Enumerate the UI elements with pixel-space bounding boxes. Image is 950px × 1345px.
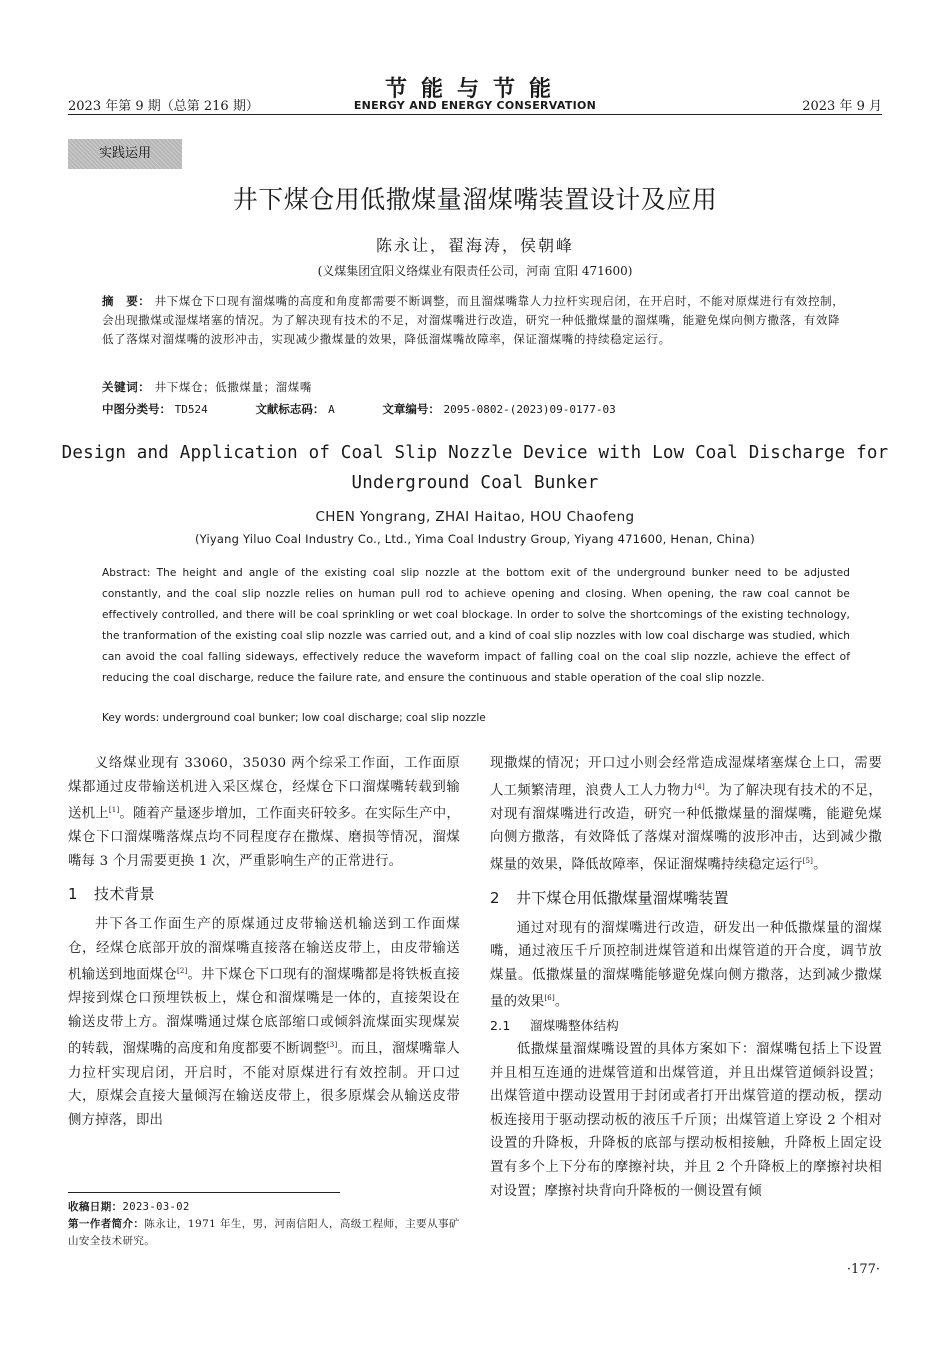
title-en-line-2: Underground Coal Bunker bbox=[351, 473, 599, 493]
article-no-value: 2095-0802-(2023)09-0177-03 bbox=[443, 403, 616, 416]
journal-title-cn: 节能与节能 bbox=[384, 76, 565, 102]
ref-6: [6] bbox=[544, 994, 555, 1003]
journal-title-en: ENERGY AND ENERGY CONSERVATION bbox=[353, 99, 597, 112]
section-2-heading: 2 井下煤仓用低撒煤量溜煤嘴装置 bbox=[490, 888, 729, 907]
doc-code-label: 文献标志码： bbox=[255, 402, 325, 416]
clc-value: TD524 bbox=[174, 403, 208, 416]
keywords-cn-label: 关键词： bbox=[102, 380, 151, 394]
ref-1: [1] bbox=[108, 806, 120, 815]
issue-info: 2023 年第 9 期（总第 216 期） bbox=[68, 99, 259, 114]
title-cn: 井下煤仓用低撒煤量溜煤嘴装置设计及应用 bbox=[232, 185, 718, 214]
keywords-cn-text: 井下煤仓；低撒煤量；溜煤嘴 bbox=[154, 380, 312, 394]
keywords-en bbox=[102, 712, 486, 724]
keywords-en-label: Key words: bbox=[102, 712, 160, 724]
ref-4: [4] bbox=[694, 782, 705, 791]
ref-3: [3] bbox=[326, 1041, 338, 1050]
footnote-author: 第一作者简介：陈永让，1971 年生，男，河南信阳人，高级工程师，主要从事矿山安全技术研究。 bbox=[68, 1218, 460, 1247]
page-number: ·177· bbox=[846, 1262, 880, 1277]
ref-5: [5] bbox=[802, 856, 814, 865]
ref-2: [2] bbox=[177, 967, 188, 976]
meta-line bbox=[102, 401, 862, 417]
issue-date: 2023 年 9 月 bbox=[802, 99, 882, 114]
section-2-paragraph: 通过对现有的溜煤嘴进行改造，研发出一种低撒煤量的溜煤嘴，通过液压千斤顶控制进煤管道和出煤管道的开合度，调节放煤量。低撒煤量的溜煤嘴能够避免煤向侧方撒落，达到减少撒煤量的效果[6]。 bbox=[490, 920, 882, 1010]
section-tag: 实践运用 bbox=[68, 139, 182, 169]
body-left-column bbox=[68, 752, 460, 1132]
affiliation-cn: (义煤集团宜阳义络煤业有限责任公司，河南 宜阳 471600) bbox=[317, 264, 633, 278]
keywords-cn bbox=[102, 378, 850, 397]
doc-code-value: A bbox=[328, 403, 335, 416]
title-en bbox=[60, 438, 890, 498]
section-2-1-heading: 2.1 溜煤嘴整体结构 bbox=[490, 1018, 619, 1034]
section-1-paragraph: 井下各工作面生产的原煤通过皮带输送机输送到工作面煤仓，经煤仓底部开放的溜煤嘴直接落在输送皮带上，由皮带输送机输送到地面煤仓[2]。井下煤仓下口现有的溜煤嘴都是将铁板直接焊接到煤仓口预埋铁板上，煤仓和溜煤嘴是一体的，直接架设在输送皮带上方。溜煤嘴通过煤仓底部缩口或倾斜流煤面实现煤炭的转载，溜煤嘴的高度和角度都要不断调整[3]。而且，溜煤嘴靠人力拉杆实现启闭，开启时，不能对原煤进行有效控制。开口过大，原煤会直接大量倾泻在输送皮带上，很多原煤会从输送皮带侧方掉落，即出 bbox=[68, 917, 460, 1128]
abstract-cn-label: 摘 要： bbox=[102, 294, 151, 308]
abstract-en bbox=[102, 563, 850, 689]
affiliation-en: (Yiyang Yiluo Coal Industry Co., Ltd., Yima Coal Industry Group, Yiyang 471600, Henan, China) bbox=[195, 532, 755, 546]
section-1-heading: 1 技术背景 bbox=[68, 885, 155, 904]
continued-paragraph: 现撒煤的情况；开口过小则会经常造成湿煤堵塞煤仓上口，需要人工频繁清理，浪费人工人力物力[4]。为了解决现有技术的不足，对现有溜煤嘴进行改造，研究一种低撒煤量的溜煤嘴，能避免煤向侧方撒落，有效降低了落煤对溜煤嘴的波形冲击，达到减少撒煤量的效果，降低故障率，保证溜煤嘴持续稳定运行[5]。 bbox=[490, 756, 883, 873]
article-no-label: 文章编号： bbox=[382, 402, 440, 416]
footnote-received: 收稿日期：2023-03-02 bbox=[68, 1201, 190, 1213]
authors-en: CHEN Yongrang, ZHAI Haitao, HOU Chaofeng bbox=[315, 509, 635, 525]
header-rule bbox=[68, 114, 882, 115]
keywords-en-text: underground coal bunker; low coal discharge; coal slip nozzle bbox=[162, 712, 486, 724]
intro-paragraph: 义络煤业现有 33060，35030 两个综采工作面，工作面原煤都通过皮带输送机进入采区煤仓，经煤仓下口溜煤嘴转载到输送机上[1]。随着产量逐步增加，工作面夹矸较多。在实际生产中，煤仓下口溜煤嘴落煤点均不同程度存在撒煤、磨损等情况，溜煤嘴每 3 个月需要更换 1 次，严重影响生产的正常进行。 bbox=[68, 756, 460, 869]
section-2-1-paragraph: 低撒煤量溜煤嘴设置的具体方案如下：溜煤嘴包括上下设置并且相互连通的进煤管道和出煤管道，并且出煤管道倾斜设置；出煤管道中摆动设置用于封闭或者打开出煤管道的摆动板，摆动板连接用于驱动摆动板的液压千斤顶；出煤管道上穿设 2 个相对设置的升降板，升降板的底部与摆动板相接触，升降板上固定设置有多个上下分布的摩擦衬块，并且 2 个升降板上的摩擦衬块相对设置；摩擦衬块背向升降板的一侧设置有倾 bbox=[490, 1041, 882, 1199]
body-right-column bbox=[490, 752, 882, 1203]
title-en-line-1: Design and Application of Coal Slip Nozzle Device with Low Coal Discharge for bbox=[61, 443, 889, 463]
authors-cn: 陈永让，翟海涛，侯朝峰 bbox=[375, 236, 574, 255]
footnote-rule bbox=[68, 1192, 340, 1193]
abstract-cn-text: 井下煤仓下口现有溜煤嘴的高度和角度都需要不断调整，而且溜煤嘴靠人力拉杆实现启闭，在开启时，不能对原煤进行有效控制，会出现撒煤或湿煤堵塞的情况。为了解决现有技术的不足，对溜煤嘴进行改造，研究一种低撒煤量的溜煤嘴，能避免煤向侧方撒落，有效降低了落煤对溜煤嘴的波形冲击，实现减少撒煤量的效果，降低溜煤嘴故障率，保证溜煤嘴的持续稳定运行。 bbox=[102, 294, 845, 346]
abstract-en-text: The height and angle of the existing coal slip nozzle at the bottom exit of the underground bunker need to be adjusted constantly, and the coal slip nozzle relies on human pull rod to achieve opening and closing. When opening, the raw coal cannot be effectively controlled, and there will be coal sprinkling or wet coal blockage. In order to solve the shortcomings of the existing technology, the tranformation of the existing coal slip nozzle was carried out, and a kind of coal slip nozzles with low coal discharge was studied, which can avoid the coal falling sideways, effectively reduce the waveform impact of falling coal on the coal slip nozzle, achieve the effect of reducing the coal discharge, reduce the failure rate, and ensure the continuous and stable operation of the coal slip nozzle. bbox=[102, 567, 850, 684]
abstract-cn bbox=[102, 292, 850, 349]
abstract-en-label: Abstract: bbox=[102, 567, 151, 579]
clc-label: 中图分类号： bbox=[102, 402, 171, 416]
